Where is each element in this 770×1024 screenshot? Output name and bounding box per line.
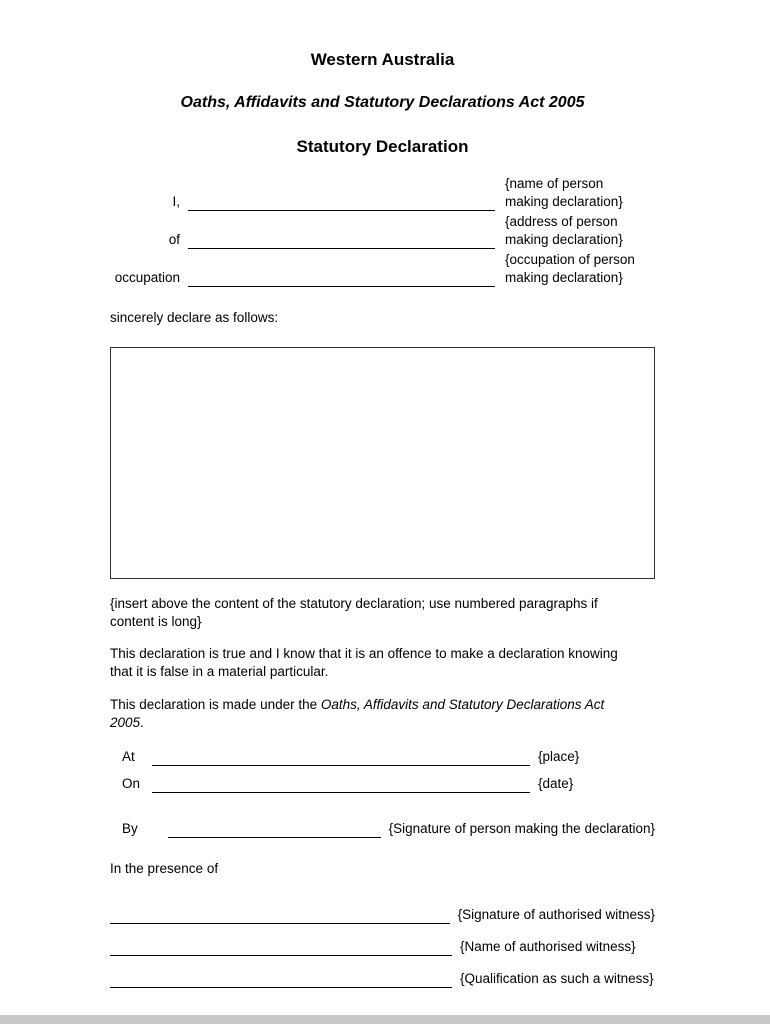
presence-label: In the presence of: [110, 861, 219, 876]
at-label: At: [122, 749, 135, 764]
made-under-statement: [110, 696, 655, 732]
made-under-line1: [110, 696, 655, 714]
made-under-line2-period: .: [140, 715, 144, 730]
witness-name-line[interactable]: [110, 942, 452, 956]
made-under-line1-regular: This declaration is made under the: [110, 697, 318, 712]
act-title: Oaths, Affidavits and Statutory Declarations Act 2005: [180, 94, 585, 111]
declarant-signature-line[interactable]: [168, 824, 381, 838]
on-label: On: [122, 776, 141, 791]
form-title: Statutory Declaration: [296, 137, 469, 156]
declarant-section: [110, 175, 655, 287]
declarant-signature-row: [110, 820, 655, 838]
place-row: [110, 748, 655, 766]
truth-statement: [110, 645, 655, 681]
jurisdiction-title: Western Australia: [310, 50, 455, 69]
address-annotation-line1: {address of person: [505, 214, 618, 229]
declaration-content-box[interactable]: [110, 347, 655, 579]
witness-qualification-row: [110, 970, 655, 988]
truth-statement-line1: This declaration is true and I know that it is an offence to make a declaration knowing: [110, 646, 618, 661]
name-annotation: [505, 175, 655, 211]
address-annotation: [505, 213, 655, 249]
name-annotation-line1: {name of person: [505, 176, 604, 191]
address-row-label: of: [168, 232, 180, 247]
name-fill-line[interactable]: [188, 197, 495, 211]
place-annotation: {place}: [538, 749, 580, 764]
name-row-label: I,: [172, 194, 180, 209]
declarant-occupation-row: [110, 251, 655, 287]
witness-signature-line[interactable]: [110, 910, 450, 924]
witness-signature-row: [110, 906, 655, 924]
date-fill-line[interactable]: [152, 779, 530, 793]
witness-qualification-annotation: {Qualification as such a witness}: [460, 971, 654, 986]
address-fill-line[interactable]: [188, 235, 495, 249]
content-insert-note: [110, 595, 655, 631]
made-under-line2: [110, 714, 655, 732]
occupation-annotation-line1: {occupation of person: [505, 252, 635, 267]
declare-intro-text: sincerely declare as follows:: [110, 310, 279, 325]
place-fill-line[interactable]: [152, 752, 530, 766]
witness-name-annotation: {Name of authorised witness}: [460, 939, 636, 954]
name-annotation-line2: making declaration}: [505, 194, 623, 209]
page-bottom-edge: [0, 1015, 770, 1024]
content-insert-note-line1: {insert above the content of the statutory declaration; use numbered paragraphs if: [110, 596, 598, 611]
date-annotation: {date}: [538, 776, 574, 791]
occupation-annotation: [505, 251, 655, 287]
witness-section: [110, 906, 655, 988]
declarant-name-row: [110, 175, 655, 211]
made-under-line2-act-year: 2005: [110, 715, 141, 730]
execution-section: [110, 748, 655, 838]
occupation-fill-line[interactable]: [188, 273, 495, 287]
witness-qualification-line[interactable]: [110, 974, 452, 988]
witness-name-row: [110, 938, 655, 956]
occupation-annotation-line2: making declaration}: [505, 270, 623, 285]
witness-signature-annotation: {Signature of authorised witness}: [457, 907, 655, 922]
date-row: [110, 775, 655, 793]
content-insert-note-line2: content is long}: [110, 614, 202, 629]
declarant-signature-annotation: {Signature of person making the declaration}: [388, 821, 655, 836]
declarant-address-row: [110, 213, 655, 249]
address-annotation-line2: making declaration}: [505, 232, 623, 247]
occupation-row-label: occupation: [114, 270, 180, 285]
truth-statement-line2: that it is false in a material particular.: [110, 664, 329, 679]
made-under-line1-act-name: Oaths, Affidavits and Statutory Declarations Act: [320, 697, 605, 712]
by-label: By: [122, 821, 138, 836]
